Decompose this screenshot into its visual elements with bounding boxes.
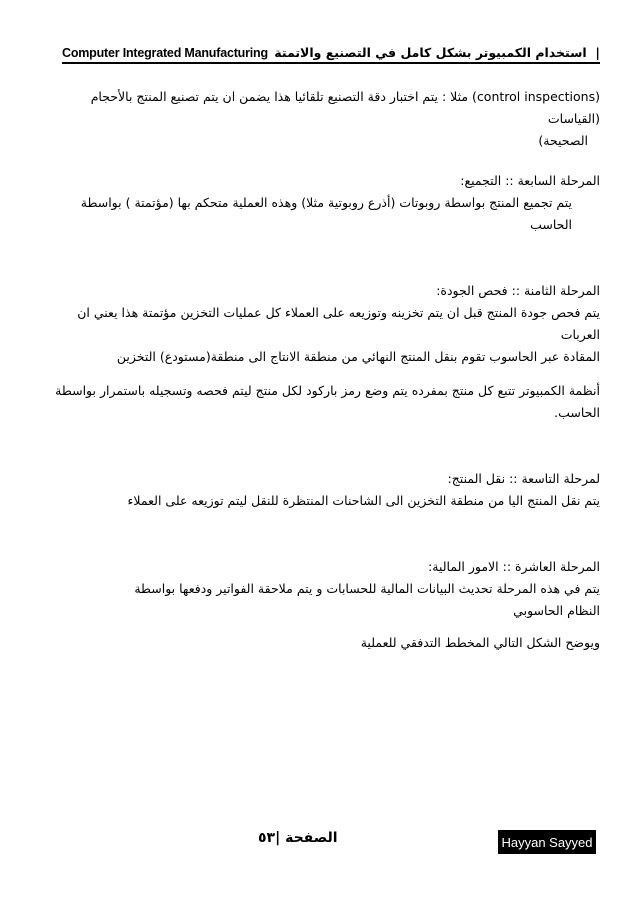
closing-line: ويوضح الشكل التالي المخطط التدفقي للعملية bbox=[360, 635, 600, 650]
paragraph-line: النظام الحاسوبي bbox=[513, 603, 600, 618]
document-body bbox=[52, 86, 600, 654]
paragraph-line: يتم نقل المنتج اليا من منطقة التخزين الى الشاحنات المنتظرة للنقل ليتم توزيعه على العملاء bbox=[127, 493, 600, 508]
page-footer bbox=[0, 826, 638, 856]
paragraph-line: المقادة عبر الحاسوب تقوم بنقل المنتج النهائي من منطقة الانتاج الى منطقة(مستودع) التخزين bbox=[116, 349, 600, 364]
paragraph-line: الحاسب. bbox=[554, 405, 600, 420]
section-7-title: المرحلة السابعة :: التجميع: bbox=[460, 173, 600, 188]
author-badge: Hayyan Sayyed bbox=[498, 830, 596, 854]
paragraph-line: يتم تجميع المنتج بواسطة روبوتات (أذرع روبوتية مثلا) وهذه العملية متحكم بها (مؤتمتة ) بواسطة الحاسب bbox=[80, 195, 572, 232]
paragraph-line: يتم في هذه المرحلة تحديث البيانات المالية للحسابات و يتم ملاحقة الفواتير ودفعها بواسطة bbox=[134, 581, 600, 596]
section-9-title: لمرحلة التاسعة :: نقل المنتج: bbox=[447, 471, 600, 486]
paragraph-line: (control inspections) مثلا : يتم اختبار دقة التصنيع تلقائيا هذا يضمن ان يتم تصنيع المنتج بالأحجام (القياسات bbox=[90, 89, 600, 126]
section-8-title: المرحلة الثامنة :: فحص الجودة: bbox=[436, 283, 600, 298]
section-10-title: المرحلة العاشرة :: الامور المالية: bbox=[428, 559, 600, 574]
page-header bbox=[62, 40, 600, 64]
page-number: الصفحة |٥٣ bbox=[258, 830, 338, 846]
paragraph-line: أنظمة الكمبيوتر تتبع كل منتج بمفرده يتم وضع رمز باركود لكل منتج ليتم فحصه وتسجيله باستمرار بواسطة bbox=[55, 383, 600, 398]
header-english-title: Computer Integrated Manufacturing bbox=[62, 46, 268, 60]
paragraph-line: الصحيحة) bbox=[538, 133, 588, 148]
header-separator: | bbox=[595, 45, 600, 60]
header-arabic-text: استخدام الكمبيوتر بشكل كامل في التصنيع والاتمتة bbox=[274, 45, 587, 60]
paragraph-line: يتم فحص جودة المنتج قبل ان يتم تخزينه وتوزيعه على العملاء كل عمليات التخزين مؤتمتة هذا يعني ان العربات bbox=[77, 305, 600, 342]
header-arabic-title bbox=[274, 45, 600, 60]
